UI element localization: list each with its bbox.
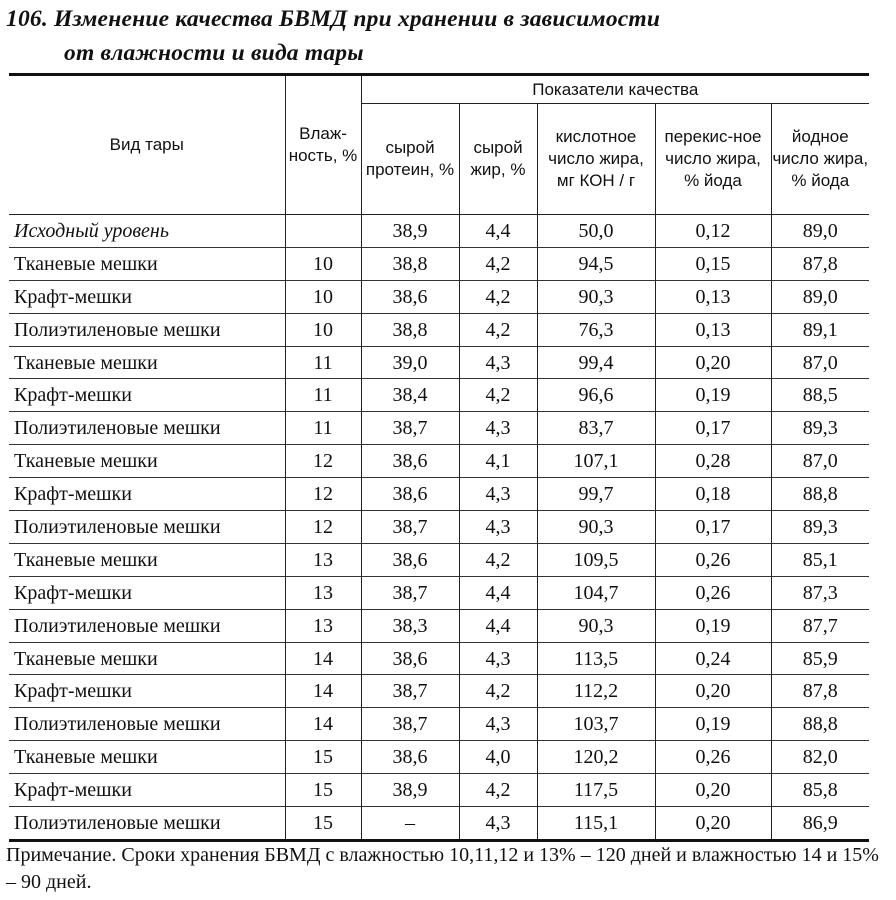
table-row (9, 346, 869, 379)
cell-iodine-number: 86,9 (771, 807, 869, 841)
cell-container-type: Исходный уровень (9, 215, 285, 248)
title-line-1: 106. Изменение качества БВМД при хранении в зависимости (6, 6, 661, 32)
cell-crude-protein: 38,3 (361, 609, 459, 642)
cell-crude-fat: 4,3 (459, 412, 537, 445)
table-row (9, 445, 869, 478)
cell-acid-number: 90,3 (537, 280, 655, 313)
table-row (9, 708, 869, 741)
cell-acid-number: 112,2 (537, 675, 655, 708)
cell-moisture: 15 (285, 774, 361, 807)
cell-container-type: Полиэтиленовые мешки (9, 412, 285, 445)
cell-iodine-number: 82,0 (771, 741, 869, 774)
cell-peroxide-number: 0,26 (655, 543, 771, 576)
cell-iodine-number: 87,0 (771, 445, 869, 478)
table-row (9, 280, 869, 313)
header-container-type: Вид тары (9, 75, 285, 215)
cell-iodine-number: 89,1 (771, 313, 869, 346)
table-row (9, 774, 869, 807)
cell-crude-protein: 38,6 (361, 543, 459, 576)
cell-moisture: 11 (285, 379, 361, 412)
quality-table (9, 73, 869, 842)
cell-peroxide-number: 0,19 (655, 609, 771, 642)
cell-crude-fat: 4,0 (459, 741, 537, 774)
cell-moisture: 12 (285, 511, 361, 544)
table-row (9, 511, 869, 544)
cell-moisture: 12 (285, 445, 361, 478)
cell-crude-protein: 38,7 (361, 412, 459, 445)
cell-peroxide-number: 0,20 (655, 774, 771, 807)
cell-iodine-number: 85,1 (771, 543, 869, 576)
cell-acid-number: 90,3 (537, 511, 655, 544)
cell-crude-fat: 4,3 (459, 642, 537, 675)
header-crude-protein: сырой протеин, % (361, 104, 459, 215)
cell-acid-number: 120,2 (537, 741, 655, 774)
cell-crude-fat: 4,2 (459, 379, 537, 412)
table-row (9, 741, 869, 774)
cell-container-type: Полиэтиленовые мешки (9, 708, 285, 741)
cell-crude-protein: 38,6 (361, 642, 459, 675)
cell-moisture: 14 (285, 708, 361, 741)
table-row (9, 576, 869, 609)
cell-crude-protein: 39,0 (361, 346, 459, 379)
cell-peroxide-number: 0,26 (655, 576, 771, 609)
cell-peroxide-number: 0,28 (655, 445, 771, 478)
cell-acid-number: 76,3 (537, 313, 655, 346)
cell-acid-number: 113,5 (537, 642, 655, 675)
table-row (9, 247, 869, 280)
cell-crude-fat: 4,4 (459, 576, 537, 609)
table-row (9, 412, 869, 445)
cell-acid-number: 99,4 (537, 346, 655, 379)
cell-acid-number: 103,7 (537, 708, 655, 741)
table-row (9, 379, 869, 412)
cell-crude-protein: 38,7 (361, 708, 459, 741)
cell-crude-fat: 4,2 (459, 774, 537, 807)
cell-crude-fat: 4,4 (459, 215, 537, 248)
cell-crude-protein: 38,9 (361, 774, 459, 807)
cell-iodine-number: 89,0 (771, 215, 869, 248)
cell-container-type: Тканевые мешки (9, 543, 285, 576)
cell-moisture: 14 (285, 642, 361, 675)
cell-crude-fat: 4,2 (459, 280, 537, 313)
cell-moisture: 11 (285, 346, 361, 379)
cell-iodine-number: 89,0 (771, 280, 869, 313)
cell-moisture: 11 (285, 412, 361, 445)
table-title (6, 2, 886, 70)
cell-acid-number: 99,7 (537, 478, 655, 511)
cell-container-type: Полиэтиленовые мешки (9, 807, 285, 841)
cell-crude-protein: 38,6 (361, 478, 459, 511)
cell-peroxide-number: 0,17 (655, 412, 771, 445)
cell-acid-number: 94,5 (537, 247, 655, 280)
cell-crude-fat: 4,4 (459, 609, 537, 642)
cell-crude-protein: 38,6 (361, 445, 459, 478)
cell-crude-fat: 4,3 (459, 346, 537, 379)
cell-container-type: Полиэтиленовые мешки (9, 609, 285, 642)
cell-crude-fat: 4,2 (459, 313, 537, 346)
header-crude-fat: сырой жир, % (459, 104, 537, 215)
cell-crude-fat: 4,3 (459, 511, 537, 544)
cell-iodine-number: 89,3 (771, 511, 869, 544)
cell-container-type: Тканевые мешки (9, 346, 285, 379)
cell-peroxide-number: 0,19 (655, 708, 771, 741)
cell-moisture: 10 (285, 247, 361, 280)
cell-moisture: 14 (285, 675, 361, 708)
table-row (9, 215, 869, 248)
cell-peroxide-number: 0,18 (655, 478, 771, 511)
cell-acid-number: 90,3 (537, 609, 655, 642)
cell-iodine-number: 89,3 (771, 412, 869, 445)
cell-container-type: Крафт-мешки (9, 478, 285, 511)
cell-iodine-number: 85,9 (771, 642, 869, 675)
cell-acid-number: 117,5 (537, 774, 655, 807)
cell-moisture (285, 215, 361, 248)
cell-iodine-number: 87,7 (771, 609, 869, 642)
title-line-2: от влажности и вида тары (64, 40, 364, 66)
cell-crude-protein: 38,7 (361, 576, 459, 609)
header-iodine-number: йодное число жира, % йода (771, 104, 869, 215)
cell-crude-fat: 4,2 (459, 675, 537, 708)
header-quality-indicators: Показатели качества (361, 75, 869, 104)
cell-peroxide-number: 0,13 (655, 280, 771, 313)
cell-peroxide-number: 0,24 (655, 642, 771, 675)
footnote: Примечание. Сроки хранения БВМД с влажностью 10,11,12 и 13% – 120 дней и влажностью 14 и 15% – 90 дней. (6, 844, 879, 893)
cell-acid-number: 83,7 (537, 412, 655, 445)
cell-crude-protein: – (361, 807, 459, 841)
cell-acid-number: 107,1 (537, 445, 655, 478)
cell-peroxide-number: 0,17 (655, 511, 771, 544)
cell-crude-fat: 4,3 (459, 807, 537, 841)
cell-crude-protein: 38,9 (361, 215, 459, 248)
cell-iodine-number: 87,8 (771, 247, 869, 280)
cell-crude-fat: 4,1 (459, 445, 537, 478)
cell-peroxide-number: 0,12 (655, 215, 771, 248)
table-row (9, 675, 869, 708)
cell-moisture: 15 (285, 741, 361, 774)
cell-iodine-number: 87,0 (771, 346, 869, 379)
cell-acid-number: 96,6 (537, 379, 655, 412)
table-row (9, 313, 869, 346)
cell-crude-protein: 38,4 (361, 379, 459, 412)
cell-crude-protein: 38,6 (361, 741, 459, 774)
cell-container-type: Крафт-мешки (9, 774, 285, 807)
cell-container-type: Крафт-мешки (9, 280, 285, 313)
cell-acid-number: 115,1 (537, 807, 655, 841)
table-row (9, 543, 869, 576)
table-body (9, 215, 869, 841)
cell-iodine-number: 88,5 (771, 379, 869, 412)
cell-container-type: Тканевые мешки (9, 741, 285, 774)
cell-peroxide-number: 0,15 (655, 247, 771, 280)
cell-moisture: 12 (285, 478, 361, 511)
cell-moisture: 15 (285, 807, 361, 841)
cell-container-type: Полиэтиленовые мешки (9, 511, 285, 544)
cell-crude-fat: 4,2 (459, 247, 537, 280)
cell-peroxide-number: 0,13 (655, 313, 771, 346)
cell-crude-protein: 38,6 (361, 280, 459, 313)
cell-container-type: Крафт-мешки (9, 576, 285, 609)
cell-crude-protein: 38,7 (361, 511, 459, 544)
cell-acid-number: 104,7 (537, 576, 655, 609)
cell-container-type: Крафт-мешки (9, 675, 285, 708)
cell-iodine-number: 87,3 (771, 576, 869, 609)
cell-acid-number: 50,0 (537, 215, 655, 248)
table-row (9, 609, 869, 642)
cell-peroxide-number: 0,20 (655, 346, 771, 379)
cell-moisture: 13 (285, 543, 361, 576)
cell-crude-fat: 4,3 (459, 708, 537, 741)
cell-crude-protein: 38,8 (361, 313, 459, 346)
cell-container-type: Крафт-мешки (9, 379, 285, 412)
cell-peroxide-number: 0,19 (655, 379, 771, 412)
table-header (9, 75, 869, 215)
cell-moisture: 10 (285, 280, 361, 313)
header-peroxide-number: перекис-ное число жира, % йода (655, 104, 771, 215)
cell-crude-fat: 4,3 (459, 478, 537, 511)
cell-moisture: 13 (285, 609, 361, 642)
cell-iodine-number: 85,8 (771, 774, 869, 807)
cell-acid-number: 109,5 (537, 543, 655, 576)
cell-moisture: 13 (285, 576, 361, 609)
table-row (9, 807, 869, 841)
cell-peroxide-number: 0,20 (655, 807, 771, 841)
cell-peroxide-number: 0,26 (655, 741, 771, 774)
cell-crude-fat: 4,2 (459, 543, 537, 576)
cell-iodine-number: 87,8 (771, 675, 869, 708)
cell-peroxide-number: 0,20 (655, 675, 771, 708)
cell-moisture: 10 (285, 313, 361, 346)
table-row (9, 642, 869, 675)
cell-crude-protein: 38,8 (361, 247, 459, 280)
header-acid-number: кислотное число жира, мг КОН / г (537, 104, 655, 215)
cell-iodine-number: 88,8 (771, 708, 869, 741)
cell-container-type: Полиэтиленовые мешки (9, 313, 285, 346)
cell-crude-protein: 38,7 (361, 675, 459, 708)
header-moisture: Влаж-ность, % (285, 75, 361, 215)
cell-container-type: Тканевые мешки (9, 247, 285, 280)
cell-container-type: Тканевые мешки (9, 445, 285, 478)
cell-iodine-number: 88,8 (771, 478, 869, 511)
table-row (9, 478, 869, 511)
cell-container-type: Тканевые мешки (9, 642, 285, 675)
